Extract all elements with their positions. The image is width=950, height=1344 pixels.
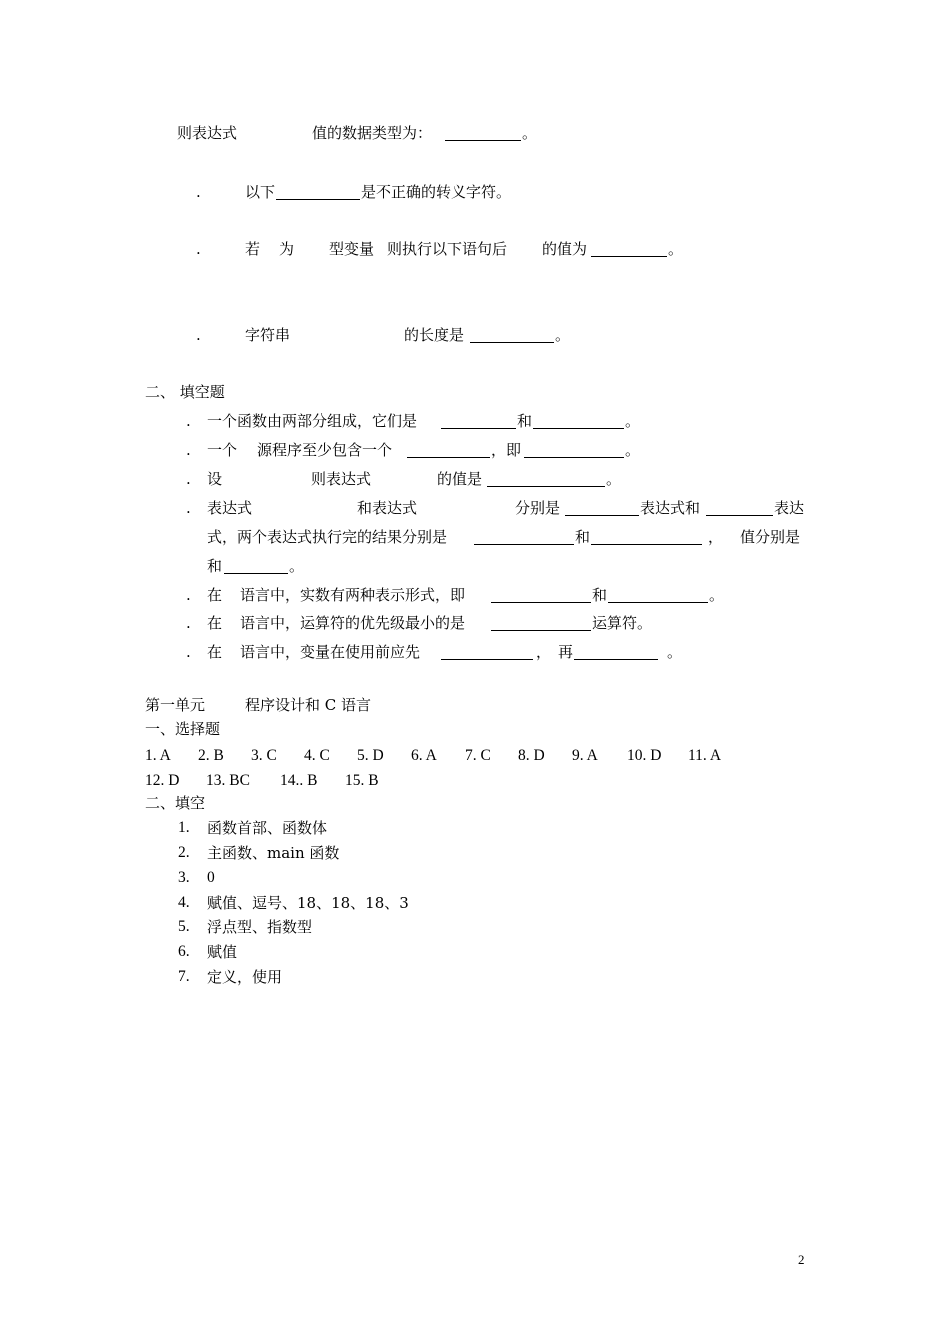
answer-blank[interactable] — [487, 472, 605, 487]
list-item-number: 6. — [178, 943, 190, 960]
text-fragment: 设 — [207, 470, 223, 488]
answer-blank[interactable] — [591, 242, 667, 257]
answer-blank[interactable] — [224, 559, 288, 574]
text-fragment: 。 — [555, 326, 571, 344]
text-fragment: 的值为 — [542, 240, 588, 258]
answer-blank[interactable] — [441, 414, 516, 429]
choice-heading: 一、选择题 — [145, 720, 221, 738]
text-fragment: ，即 — [491, 441, 522, 459]
text-fragment: 则执行以下语句后 — [387, 240, 508, 258]
list-item-number: 4. — [178, 894, 190, 911]
text-fragment: 再 — [558, 643, 574, 661]
answer-blank[interactable] — [533, 414, 624, 429]
answer-blank[interactable] — [407, 443, 490, 458]
answer-blank[interactable] — [574, 645, 658, 660]
item-dot: . — [196, 326, 201, 344]
choice-answer: 9. A — [572, 747, 598, 764]
text-fragment: 和 — [575, 528, 591, 546]
list-item-text: 主函数、main 函数 — [207, 844, 340, 862]
list-item-text: 浮点型、指数型 — [207, 918, 313, 936]
text-fragment: ， — [536, 643, 552, 661]
text-fragment: ， — [708, 528, 724, 546]
text-fragment: 若 — [245, 240, 261, 258]
answer-blank[interactable] — [474, 530, 574, 545]
list-item-text: 赋值 — [207, 943, 238, 961]
text-fragment: 。 — [522, 124, 538, 142]
item-dot: . — [186, 643, 191, 661]
item-dot: . — [186, 441, 191, 459]
page-number: 2 — [798, 1252, 805, 1267]
text-fragment: 字符串 — [245, 326, 291, 344]
text-fragment: 源程序至少包含一个 — [257, 441, 393, 459]
unit-title: 第一单元 — [145, 696, 206, 714]
answer-blank[interactable] — [591, 530, 702, 545]
answer-blank[interactable] — [524, 443, 624, 458]
list-item-text: 赋值、逗号、18、18、18、3 — [207, 894, 409, 912]
text-fragment: 。 — [606, 470, 622, 488]
choice-answer: 13. BC — [206, 772, 250, 789]
text-fragment: 表达 — [774, 499, 805, 517]
text-fragment: 语言中，实数有两种表示形式，即 — [240, 586, 466, 604]
answer-blank[interactable] — [470, 328, 554, 343]
text-fragment: 。 — [289, 557, 305, 575]
text-fragment: 。 — [667, 643, 683, 661]
text-fragment: 值的数据类型为： — [312, 124, 433, 142]
text-fragment: 。 — [709, 586, 725, 604]
text-fragment: 表达式和 — [640, 499, 701, 517]
section-heading-fill: 二、 填空题 — [145, 383, 225, 401]
text-fragment: 语言中，运算符的优先级最小的是 — [240, 614, 466, 632]
choice-answer: 7. C — [465, 747, 491, 764]
text-fragment: 和 — [207, 557, 223, 575]
list-item-text: 定义，使用 — [207, 968, 283, 986]
text-fragment: 和 — [517, 412, 533, 430]
item-dot: . — [196, 240, 201, 258]
list-item-number: 3. — [178, 869, 190, 886]
text-fragment: 的长度是 — [404, 326, 465, 344]
item-dot: . — [196, 183, 201, 201]
choice-answer: 12. D — [145, 772, 180, 789]
list-item-number: 1. — [178, 819, 190, 836]
text-fragment: 在 — [207, 586, 223, 604]
item-dot: . — [186, 412, 191, 430]
text-fragment: 式，两个表达式执行完的结果分别是 — [207, 528, 448, 546]
choice-answer: 14.. B — [280, 772, 318, 789]
text-fragment: 在 — [207, 643, 223, 661]
text-fragment: 表达式 — [207, 499, 253, 517]
answer-blank[interactable] — [491, 588, 591, 603]
text-fragment: 则表达式 — [177, 124, 238, 142]
list-item-text: 函数首部、函数体 — [207, 819, 328, 837]
unit-subtitle: 程序设计和 C 语言 — [245, 696, 372, 714]
choice-answer: 1. A — [145, 747, 171, 764]
choice-answer: 2. B — [198, 747, 224, 764]
item-dot: . — [186, 614, 191, 632]
text-fragment: 。 — [625, 441, 641, 459]
text-fragment: 一个函数由两部分组成，它们是 — [207, 412, 418, 430]
text-fragment: 语言中，变量在使用前应先 — [240, 643, 421, 661]
text-fragment: 的值是 — [437, 470, 483, 488]
choice-answer: 3. C — [251, 747, 277, 764]
text-fragment: 一个 — [207, 441, 238, 459]
text-fragment: 和表达式 — [357, 499, 418, 517]
answer-blank[interactable] — [565, 501, 639, 516]
answer-blank[interactable] — [706, 501, 773, 516]
item-dot: . — [186, 586, 191, 604]
list-item-text: 0 — [207, 869, 215, 886]
item-dot: . — [186, 470, 191, 488]
item-dot: . — [186, 499, 191, 517]
text-fragment: 是不正确的转义字符。 — [361, 183, 512, 201]
answer-blank[interactable] — [491, 616, 591, 631]
list-item-number: 5. — [178, 918, 190, 935]
list-item-number: 7. — [178, 968, 190, 985]
choice-answer: 11. A — [688, 747, 722, 764]
choice-answer: 8. D — [518, 747, 545, 764]
text-fragment: 型变量 — [329, 240, 375, 258]
answer-blank[interactable] — [608, 588, 708, 603]
list-item-number: 2. — [178, 844, 190, 861]
text-fragment: 在 — [207, 614, 223, 632]
text-fragment: 则表达式 — [311, 470, 372, 488]
choice-answer: 15. B — [345, 772, 379, 789]
text-fragment: 以下 — [245, 183, 276, 201]
answer-blank[interactable] — [276, 185, 360, 200]
text-fragment: 运算符。 — [592, 614, 653, 632]
text-fragment: 为 — [279, 240, 295, 258]
choice-answer: 5. D — [357, 747, 384, 764]
choice-answer: 6. A — [411, 747, 437, 764]
text-fragment: 。 — [625, 412, 641, 430]
fill-answers-heading: 二、填空 — [145, 794, 206, 812]
answer-blank[interactable] — [445, 126, 521, 141]
choice-answer: 4. C — [304, 747, 330, 764]
text-fragment: 值分别是 — [740, 528, 801, 546]
answer-blank[interactable] — [441, 645, 533, 660]
text-fragment: 分别是 — [515, 499, 561, 517]
choice-answer: 10. D — [627, 747, 662, 764]
text-fragment: 和 — [592, 586, 608, 604]
text-fragment: 。 — [668, 240, 684, 258]
